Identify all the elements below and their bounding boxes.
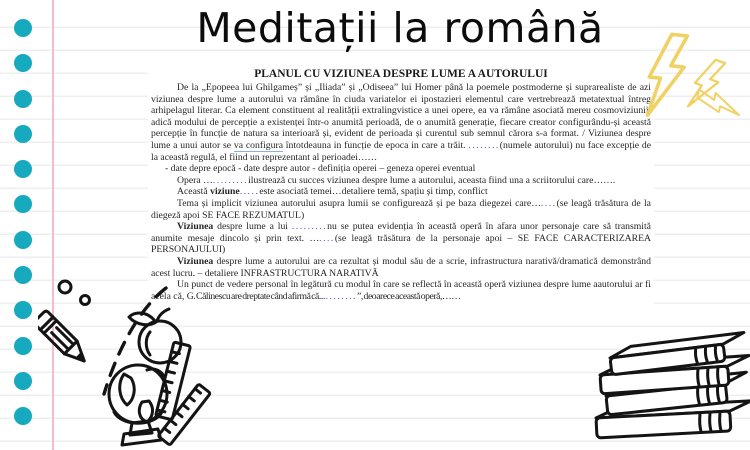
paragraph [151, 186, 651, 198]
bullet-dot [14, 372, 32, 390]
apple-icon [129, 309, 181, 363]
paragraph [151, 82, 651, 163]
paragraph [151, 198, 651, 221]
text-run: .... [319, 232, 335, 244]
page-title: Meditații la română [196, 4, 604, 52]
text-run: despre lume a lui [213, 221, 292, 233]
text-run: .... [540, 197, 557, 209]
bullet-dot [14, 19, 32, 37]
bullet-dot [14, 407, 32, 425]
dots-column [14, 19, 32, 425]
doodle-dots-icon [59, 281, 90, 305]
bullet-dot [14, 54, 32, 72]
paragraph [151, 221, 651, 256]
document-body [151, 82, 651, 302]
pencil-icon [38, 310, 91, 367]
text-run: ”, deoarece această operă,…… [356, 290, 461, 302]
paragraph [151, 279, 651, 302]
text-run: viziune [210, 186, 240, 198]
paragraph [151, 175, 651, 187]
bullet-dot [14, 160, 32, 178]
text-run: Un punct de vedere personal în legătură cu modul în care se reflectă în această operă viziunea despre lume aautorului ar fi acela că, [151, 279, 651, 302]
text-run: Opera … [177, 174, 213, 186]
text-run: nu se putea evidenția în această operă în afara unor personaje care să transmită anumite mesaje dincolo și prin text. … [151, 221, 651, 244]
text-run: întotdeauna in funcție de epoca in care a trăit. [283, 139, 469, 151]
text-run: De la „Epopeea lui Ghilgameș” și „Iliada” și „Odiseea” lui Homer până la poemele postmoderne și suprarealiste de azi viziunea despre lume a autorului va rămâne în ciuda variatelor ei ipostazieri elementul care vertrebrează metatextual întreg arhipelagul literar. Ca element constituent al realității extralingvistice a unei opere, ea va rămâne asociată mereu cosmoviziunii, adică modului de percepție a existenței într-o anumită perioadă, de o anumită generație, fiecare creator configurându-și această percepție în funcție de natura sa interioară și, evident de perioada și curentul sub semnul cărora s-a format. / Viziunea despre lume a unui autor se [151, 82, 651, 151]
lightning-bolt-large [645, 32, 687, 118]
text-run: - date depre epocă - date despre autor - definiția operei – geneza operei eventual [165, 163, 476, 175]
bullet-dot [14, 266, 32, 284]
text-run: (se leagă trăsătura de la personaje apoi – SE FACE CARACTERIZAREA PERSONAJULUI) [151, 232, 651, 256]
text-run: ......... [291, 221, 328, 233]
text-run: ..... [239, 186, 260, 198]
bullet-dot [14, 90, 32, 108]
lightning-bolt-medium [687, 56, 726, 113]
text-run: ilustrează cu succes viziunea despre lume a autorului, aceasta fiind una a scriitorului care……. [248, 174, 616, 186]
text-run: ......... [212, 174, 249, 186]
bullet-dot [14, 301, 32, 319]
text-run: va configura [233, 139, 283, 151]
document-heading: PLANUL CU VIZIUNEA DESPRE LUME A AUTORULUI [254, 68, 548, 80]
text-run: Viziunea [177, 255, 214, 267]
school-doodles [38, 276, 214, 450]
paragraph [151, 163, 651, 175]
bullet-dot [14, 337, 32, 355]
text-run: Tema și implicit viziunea autorului asupra lumii se configurează și pe baza diegezei care… [177, 197, 541, 209]
bullet-dot [14, 125, 32, 143]
bullet-dot [14, 231, 32, 249]
lightning-icon [638, 24, 750, 132]
books-icon [592, 330, 750, 450]
text-run: despre lume a autorului are ca rezultat și modul său de a scrie, infrastructura narativă/dramatică demonstrând acest lucru. – detaliere INFRASTRUCTURA NARATIVĂ [151, 255, 651, 279]
text-run: Viziunea [177, 221, 214, 233]
text-run: (numele autorului) nu face excepție de la această regulă, el fiind un reprezentant al perioadei…… [151, 139, 652, 163]
text-run: Această [177, 186, 211, 198]
paragraph [151, 256, 651, 279]
text-run: ........ [325, 290, 357, 302]
text-run: (se leagă trăsătura de la diegeză apoi SE FACE REZUMATUL) [151, 197, 651, 221]
text-run: ........ [468, 139, 500, 151]
bullet-dot [14, 195, 32, 213]
text-run: G. Călinescu are dreptate când afirmă că... [186, 290, 326, 302]
text-run: este asociată temei…detaliere temă, spațiu și timp, conflict [259, 186, 488, 198]
document-panel [148, 66, 654, 306]
